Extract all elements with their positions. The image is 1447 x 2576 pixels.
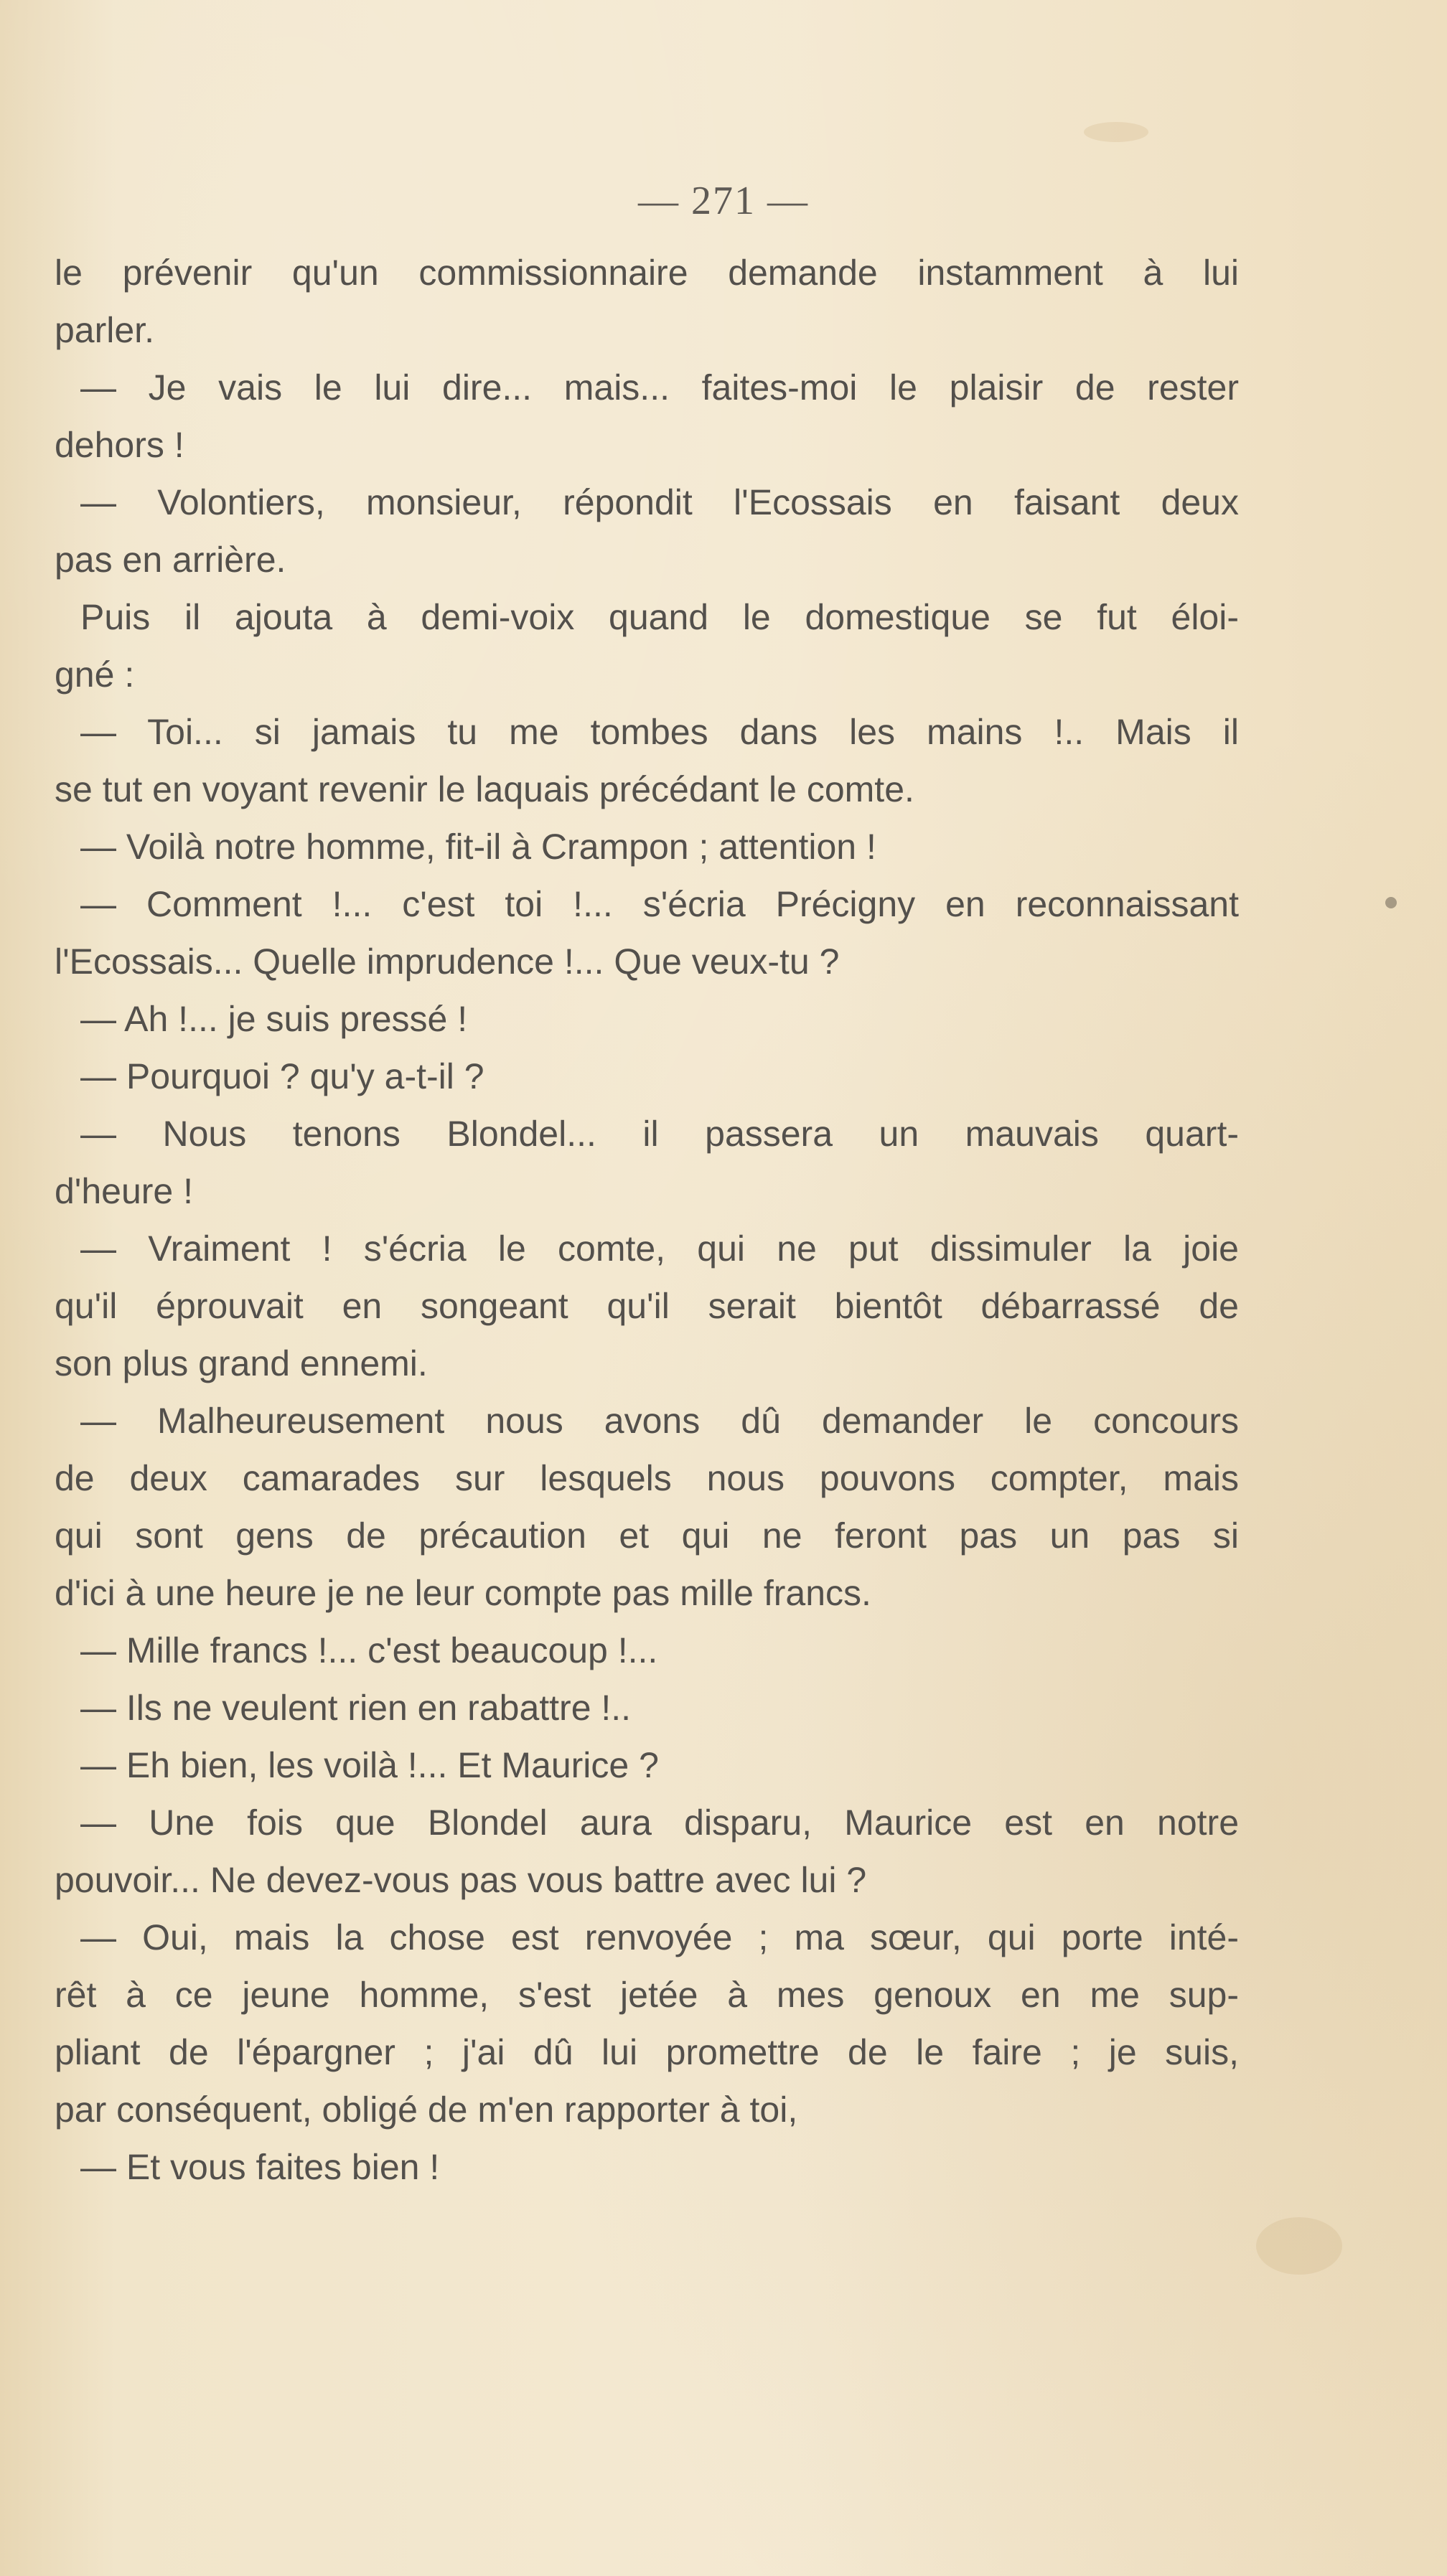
text-line: son plus grand ennemi. (55, 1343, 428, 1383)
text-line: dehors ! (55, 425, 184, 465)
text-line: d'heure ! (55, 1171, 194, 1211)
text-line: le prévenir qu'un commissionnaire demande instamment à lui (55, 253, 1239, 293)
text-line: — Pourquoi ? qu'y a-t-il ? (80, 1056, 484, 1096)
text-line: — Ils ne veulent rien en rabattre !.. (80, 1688, 632, 1728)
text-line: l'Ecossais... Quelle imprudence !... Que veux-tu ? (55, 941, 840, 982)
text-line: qui sont gens de précaution et qui ne feront pas un pas si (55, 1515, 1239, 1556)
text-line: — Malheureusement nous avons dû demander le concours (80, 1401, 1239, 1441)
paper-stain (1385, 897, 1397, 908)
text-line: — Volontiers, monsieur, répondit l'Ecossais en faisant deux (80, 482, 1239, 522)
text-line: parler. (55, 310, 154, 350)
text-line: — Comment !... c'est toi !... s'écria Précigny en reconnaissant (80, 884, 1239, 924)
text-line: par conséquent, obligé de m'en rapporter à toi, (55, 2090, 798, 2130)
text-line: pouvoir... Ne devez-vous pas vous battre avec lui ? (55, 1860, 867, 1900)
text-line: — Une fois que Blondel aura disparu, Maurice est en notre (80, 1802, 1239, 1843)
text-line: rêt à ce jeune homme, s'est jetée à mes genoux en me sup- (55, 1975, 1239, 2015)
page-number: — 271 — (638, 179, 809, 223)
text-line: gné : (55, 654, 135, 695)
text-line: — Toi... si jamais tu me tombes dans les mains !.. Mais il (80, 712, 1239, 752)
paper-stain (1084, 122, 1148, 142)
text-line: Puis il ajouta à demi-voix quand le domestique se fut éloi- (80, 597, 1239, 637)
text-line: se tut en voyant revenir le laquais précédant le comte. (55, 769, 914, 809)
text-line: — Nous tenons Blondel... il passera un mauvais quart- (80, 1114, 1239, 1154)
text-line: pliant de l'épargner ; j'ai dû lui promettre de le faire ; je suis, (55, 2032, 1239, 2072)
paper-stain (1256, 2217, 1342, 2275)
text-line: — Et vous faites bien ! (80, 2147, 440, 2187)
text-line: — Oui, mais la chose est renvoyée ; ma sœur, qui porte inté- (80, 1917, 1239, 1957)
text-line: d'ici à une heure je ne leur compte pas mille francs. (55, 1573, 871, 1613)
text-line: de deux camarades sur lesquels nous pouvons compter, mais (55, 1458, 1239, 1498)
text-line: — Voilà notre homme, fit-il à Crampon ; attention ! (80, 827, 876, 867)
text-line: — Vraiment ! s'écria le comte, qui ne put dissimuler la joie (80, 1228, 1239, 1269)
text-line: — Mille francs !... c'est beaucoup !... (80, 1630, 658, 1670)
text-line: qu'il éprouvait en songeant qu'il serait bientôt débarrassé de (55, 1286, 1239, 1326)
page-text (55, 244, 1239, 2196)
text-line: — Eh bien, les voilà !... Et Maurice ? (80, 1745, 659, 1785)
text-line: — Je vais le lui dire... mais... faites-moi le plaisir de rester (80, 367, 1239, 408)
text-line: — Ah !... je suis pressé ! (80, 999, 468, 1039)
text-line: pas en arrière. (55, 540, 286, 580)
